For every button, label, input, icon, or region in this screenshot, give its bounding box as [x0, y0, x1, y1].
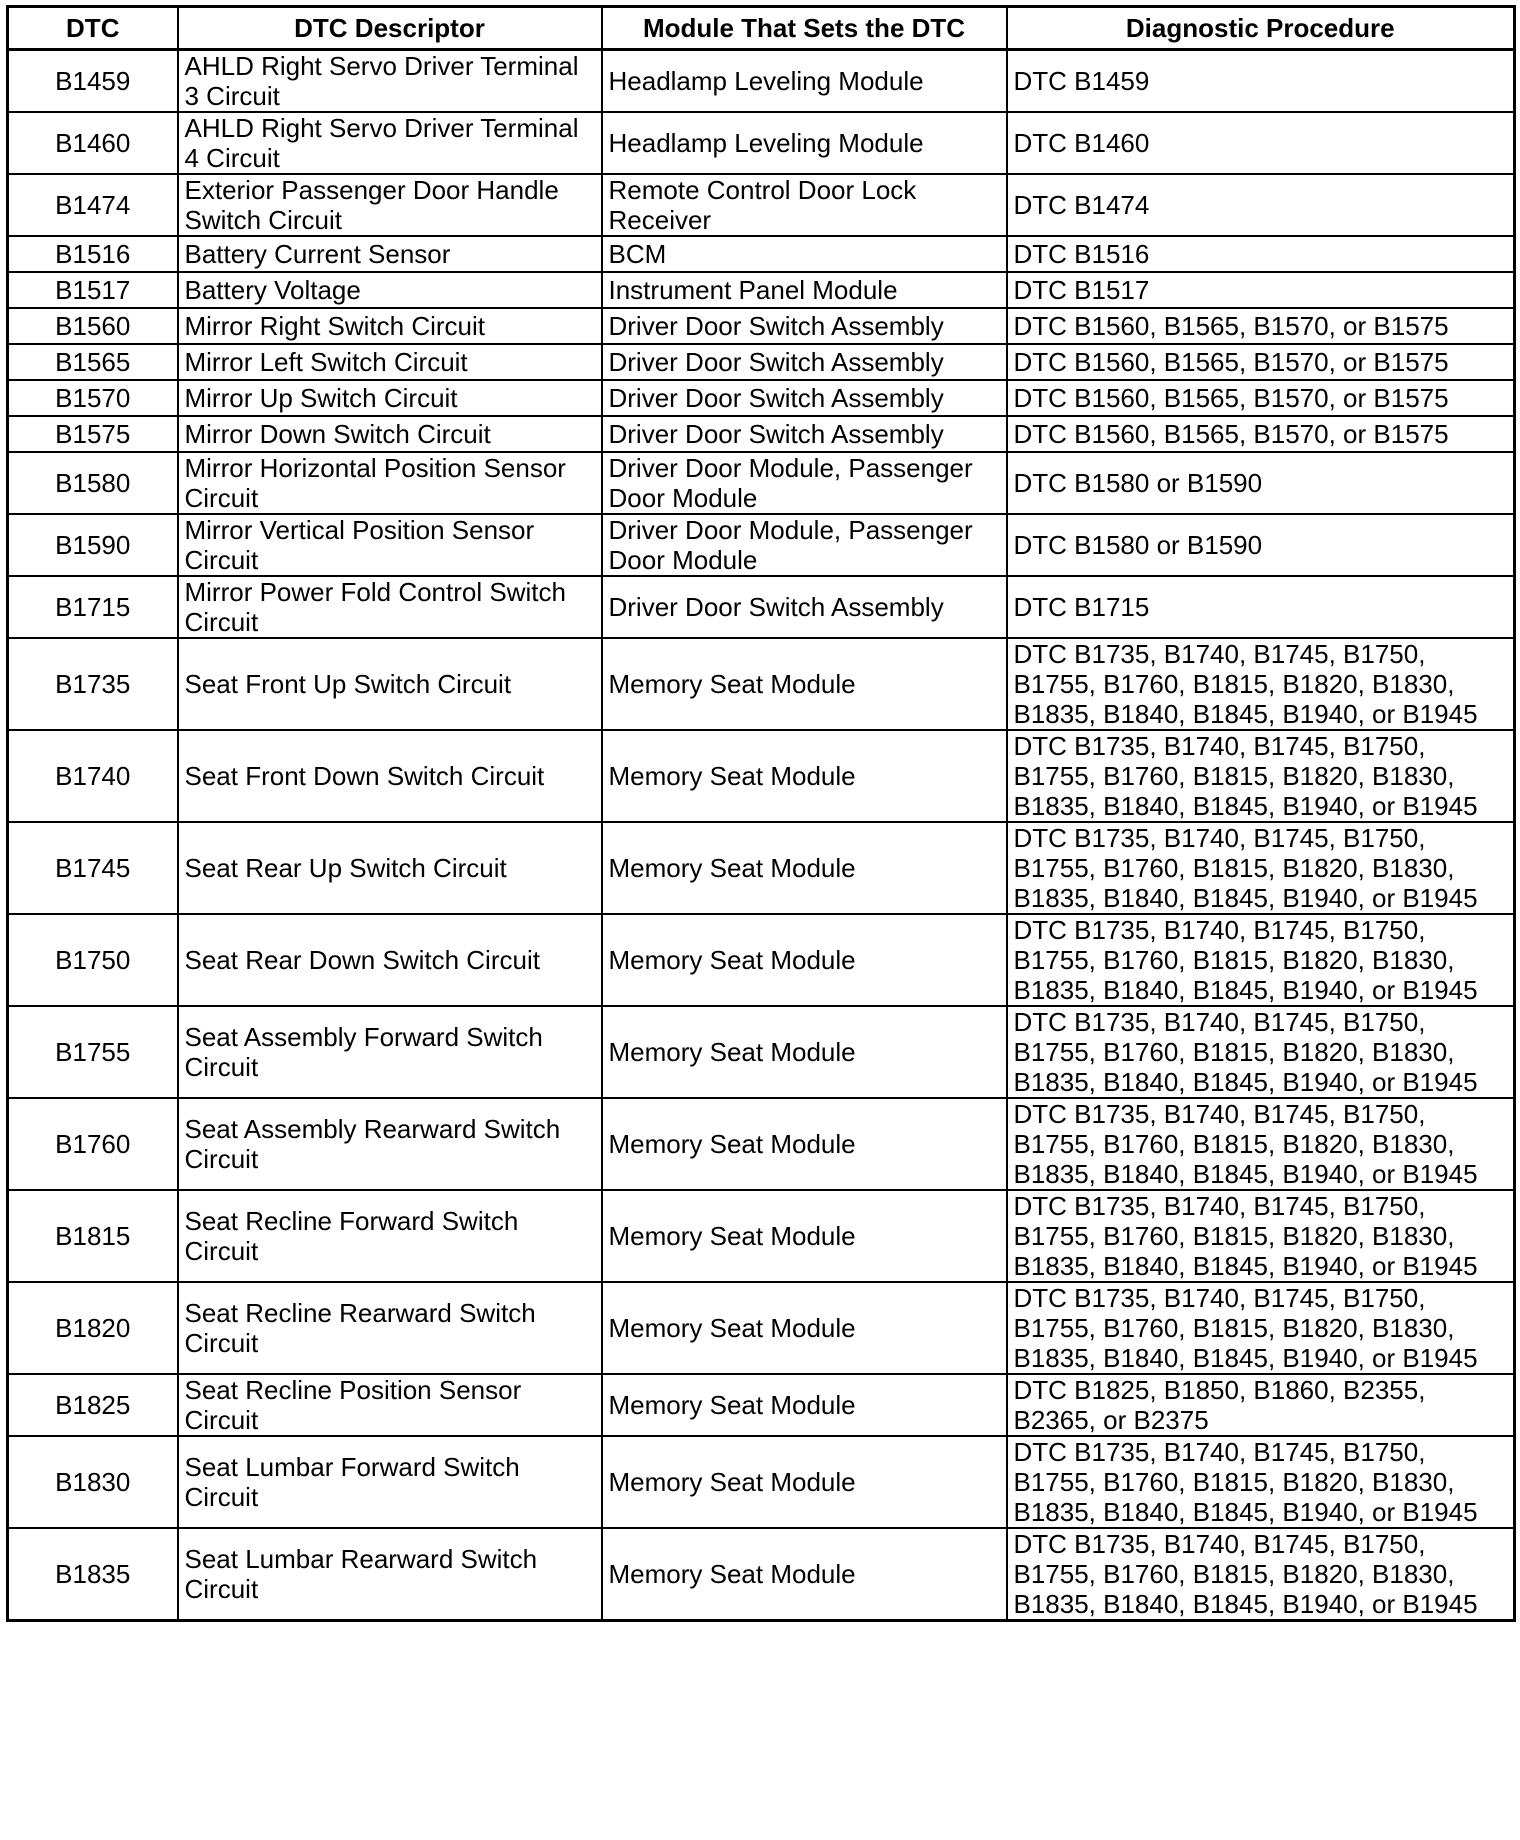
- dtc-code-cell: B1825: [8, 1374, 178, 1436]
- module-cell: Driver Door Switch Assembly: [602, 380, 1007, 416]
- table-row: [8, 1190, 1515, 1282]
- module-cell: Memory Seat Module: [602, 914, 1007, 1006]
- dtc-code-cell: B1750: [8, 914, 178, 1006]
- table-row: [8, 1006, 1515, 1098]
- dtc-code-cell: B1735: [8, 638, 178, 730]
- table-row: [8, 50, 1515, 113]
- dtc-code-cell: B1745: [8, 822, 178, 914]
- dtc-code-cell: B1565: [8, 344, 178, 380]
- table-row: [8, 514, 1515, 576]
- diagnostic-procedure-cell: DTC B1560, B1565, B1570, or B1575: [1007, 308, 1515, 344]
- diagnostic-procedure-cell: DTC B1560, B1565, B1570, or B1575: [1007, 416, 1515, 452]
- table-row: [8, 416, 1515, 452]
- diagnostic-procedure-cell: DTC B1516: [1007, 236, 1515, 272]
- dtc-descriptor-cell: Seat Rear Down Switch Circuit: [178, 914, 602, 1006]
- dtc-code-cell: B1580: [8, 452, 178, 514]
- dtc-descriptor-cell: Seat Rear Up Switch Circuit: [178, 822, 602, 914]
- header-diagnostic-procedure: Diagnostic Procedure: [1007, 7, 1515, 50]
- dtc-descriptor-cell: Seat Lumbar Rearward Switch Circuit: [178, 1528, 602, 1621]
- diagnostic-procedure-cell: DTC B1735, B1740, B1745, B1750, B1755, B1760, B1815, B1820, B1830, B1835, B1840, B1845, B1940, or B1945: [1007, 1282, 1515, 1374]
- dtc-code-cell: B1516: [8, 236, 178, 272]
- table-row: [8, 730, 1515, 822]
- module-cell: Headlamp Leveling Module: [602, 50, 1007, 113]
- dtc-descriptor-cell: Mirror Left Switch Circuit: [178, 344, 602, 380]
- dtc-code-cell: B1460: [8, 112, 178, 174]
- module-cell: Remote Control Door Lock Receiver: [602, 174, 1007, 236]
- diagnostic-procedure-cell: DTC B1715: [1007, 576, 1515, 638]
- table-row: [8, 344, 1515, 380]
- module-cell: Driver Door Module, Passenger Door Module: [602, 514, 1007, 576]
- dtc-code-cell: B1740: [8, 730, 178, 822]
- table-row: [8, 308, 1515, 344]
- header-dtc: DTC: [8, 7, 178, 50]
- module-cell: Memory Seat Module: [602, 1374, 1007, 1436]
- dtc-code-cell: B1815: [8, 1190, 178, 1282]
- table-row: [8, 174, 1515, 236]
- diagnostic-procedure-cell: DTC B1735, B1740, B1745, B1750, B1755, B1760, B1815, B1820, B1830, B1835, B1840, B1845, B1940, or B1945: [1007, 1190, 1515, 1282]
- dtc-descriptor-cell: Seat Assembly Rearward Switch Circuit: [178, 1098, 602, 1190]
- table-row: [8, 452, 1515, 514]
- dtc-descriptor-cell: AHLD Right Servo Driver Terminal 3 Circuit: [178, 50, 602, 113]
- dtc-descriptor-cell: Seat Recline Forward Switch Circuit: [178, 1190, 602, 1282]
- dtc-descriptor-cell: Mirror Horizontal Position Sensor Circuit: [178, 452, 602, 514]
- header-module: Module That Sets the DTC: [602, 7, 1007, 50]
- diagnostic-procedure-cell: DTC B1580 or B1590: [1007, 514, 1515, 576]
- diagnostic-procedure-cell: DTC B1735, B1740, B1745, B1750, B1755, B1760, B1815, B1820, B1830, B1835, B1840, B1845, B1940, or B1945: [1007, 730, 1515, 822]
- module-cell: BCM: [602, 236, 1007, 272]
- dtc-descriptor-cell: Seat Front Down Switch Circuit: [178, 730, 602, 822]
- table-row: [8, 1436, 1515, 1528]
- diagnostic-procedure-cell: DTC B1580 or B1590: [1007, 452, 1515, 514]
- dtc-code-cell: B1755: [8, 1006, 178, 1098]
- dtc-code-cell: B1590: [8, 514, 178, 576]
- table-row: [8, 638, 1515, 730]
- module-cell: Driver Door Module, Passenger Door Module: [602, 452, 1007, 514]
- table-row: [8, 236, 1515, 272]
- table-row: [8, 1374, 1515, 1436]
- diagnostic-procedure-cell: DTC B1825, B1850, B1860, B2355, B2365, or B2375: [1007, 1374, 1515, 1436]
- diagnostic-procedure-cell: DTC B1459: [1007, 50, 1515, 113]
- module-cell: Memory Seat Module: [602, 1006, 1007, 1098]
- dtc-code-cell: B1760: [8, 1098, 178, 1190]
- dtc-code-cell: B1474: [8, 174, 178, 236]
- dtc-descriptor-cell: Mirror Power Fold Control Switch Circuit: [178, 576, 602, 638]
- module-cell: Headlamp Leveling Module: [602, 112, 1007, 174]
- dtc-code-cell: B1517: [8, 272, 178, 308]
- module-cell: Driver Door Switch Assembly: [602, 416, 1007, 452]
- module-cell: Memory Seat Module: [602, 1190, 1007, 1282]
- module-cell: Driver Door Switch Assembly: [602, 344, 1007, 380]
- table-row: [8, 380, 1515, 416]
- dtc-code-cell: B1830: [8, 1436, 178, 1528]
- dtc-descriptor-cell: Seat Recline Rearward Switch Circuit: [178, 1282, 602, 1374]
- diagnostic-procedure-cell: DTC B1735, B1740, B1745, B1750, B1755, B1760, B1815, B1820, B1830, B1835, B1840, B1845, B1940, or B1945: [1007, 1528, 1515, 1621]
- module-cell: Driver Door Switch Assembly: [602, 576, 1007, 638]
- header-dtc-descriptor: DTC Descriptor: [178, 7, 602, 50]
- module-cell: Memory Seat Module: [602, 822, 1007, 914]
- dtc-descriptor-cell: Battery Current Sensor: [178, 236, 602, 272]
- dtc-descriptor-cell: Exterior Passenger Door Handle Switch Circuit: [178, 174, 602, 236]
- dtc-descriptor-cell: Mirror Right Switch Circuit: [178, 308, 602, 344]
- dtc-descriptor-cell: Mirror Up Switch Circuit: [178, 380, 602, 416]
- table-header-row: [8, 7, 1515, 50]
- module-cell: Driver Door Switch Assembly: [602, 308, 1007, 344]
- diagnostic-procedure-cell: DTC B1735, B1740, B1745, B1750, B1755, B1760, B1815, B1820, B1830, B1835, B1840, B1845, B1940, or B1945: [1007, 638, 1515, 730]
- module-cell: Memory Seat Module: [602, 1528, 1007, 1621]
- diagnostic-procedure-cell: DTC B1735, B1740, B1745, B1750, B1755, B1760, B1815, B1820, B1830, B1835, B1840, B1845, B1940, or B1945: [1007, 1436, 1515, 1528]
- dtc-code-cell: B1459: [8, 50, 178, 113]
- table-row: [8, 1282, 1515, 1374]
- table-row: [8, 1098, 1515, 1190]
- dtc-code-cell: B1560: [8, 308, 178, 344]
- module-cell: Instrument Panel Module: [602, 272, 1007, 308]
- dtc-code-cell: B1575: [8, 416, 178, 452]
- table-row: [8, 1528, 1515, 1621]
- module-cell: Memory Seat Module: [602, 1436, 1007, 1528]
- diagnostic-procedure-cell: DTC B1735, B1740, B1745, B1750, B1755, B1760, B1815, B1820, B1830, B1835, B1840, B1845, B1940, or B1945: [1007, 1098, 1515, 1190]
- dtc-descriptor-cell: Seat Recline Position Sensor Circuit: [178, 1374, 602, 1436]
- module-cell: Memory Seat Module: [602, 1098, 1007, 1190]
- dtc-code-cell: B1570: [8, 380, 178, 416]
- dtc-descriptor-cell: Seat Assembly Forward Switch Circuit: [178, 1006, 602, 1098]
- dtc-descriptor-cell: Mirror Down Switch Circuit: [178, 416, 602, 452]
- diagnostic-procedure-cell: DTC B1735, B1740, B1745, B1750, B1755, B1760, B1815, B1820, B1830, B1835, B1840, B1845, B1940, or B1945: [1007, 1006, 1515, 1098]
- dtc-table: [6, 5, 1516, 1622]
- module-cell: Memory Seat Module: [602, 638, 1007, 730]
- table-row: [8, 822, 1515, 914]
- table-row: [8, 914, 1515, 1006]
- diagnostic-procedure-cell: DTC B1560, B1565, B1570, or B1575: [1007, 380, 1515, 416]
- dtc-code-cell: B1820: [8, 1282, 178, 1374]
- diagnostic-procedure-cell: DTC B1560, B1565, B1570, or B1575: [1007, 344, 1515, 380]
- diagnostic-procedure-cell: DTC B1735, B1740, B1745, B1750, B1755, B1760, B1815, B1820, B1830, B1835, B1840, B1845, B1940, or B1945: [1007, 914, 1515, 1006]
- dtc-descriptor-cell: Seat Front Up Switch Circuit: [178, 638, 602, 730]
- module-cell: Memory Seat Module: [602, 1282, 1007, 1374]
- dtc-descriptor-cell: AHLD Right Servo Driver Terminal 4 Circuit: [178, 112, 602, 174]
- dtc-descriptor-cell: Mirror Vertical Position Sensor Circuit: [178, 514, 602, 576]
- diagnostic-procedure-cell: DTC B1474: [1007, 174, 1515, 236]
- table-row: [8, 112, 1515, 174]
- table-row: [8, 272, 1515, 308]
- diagnostic-procedure-cell: DTC B1460: [1007, 112, 1515, 174]
- dtc-descriptor-cell: Battery Voltage: [178, 272, 602, 308]
- table-body: [8, 50, 1515, 1621]
- diagnostic-procedure-cell: DTC B1735, B1740, B1745, B1750, B1755, B1760, B1815, B1820, B1830, B1835, B1840, B1845, B1940, or B1945: [1007, 822, 1515, 914]
- dtc-code-cell: B1835: [8, 1528, 178, 1621]
- module-cell: Memory Seat Module: [602, 730, 1007, 822]
- diagnostic-procedure-cell: DTC B1517: [1007, 272, 1515, 308]
- dtc-code-cell: B1715: [8, 576, 178, 638]
- dtc-descriptor-cell: Seat Lumbar Forward Switch Circuit: [178, 1436, 602, 1528]
- table-row: [8, 576, 1515, 638]
